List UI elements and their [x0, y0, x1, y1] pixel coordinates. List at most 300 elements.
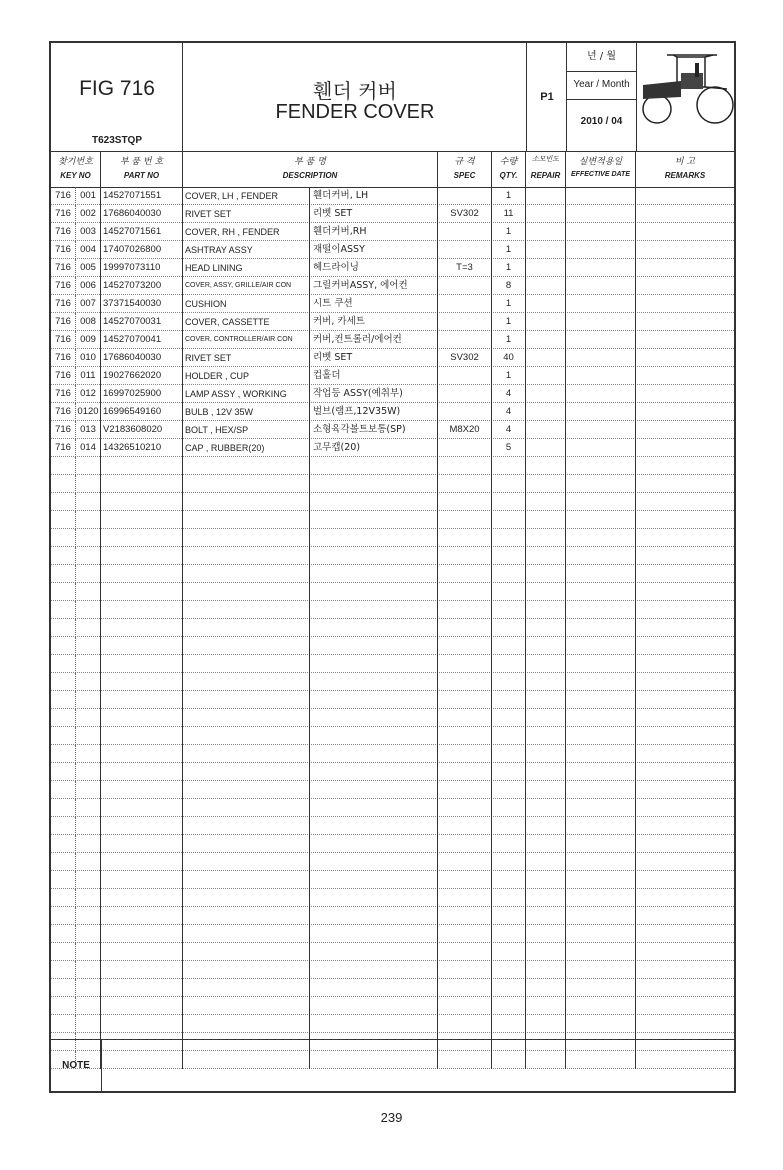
- cell-qty: [492, 997, 526, 1015]
- cell-rem: [636, 961, 734, 979]
- cell-sub: [76, 889, 101, 907]
- cell-rem: [636, 997, 734, 1015]
- col-qty: [492, 151, 526, 187]
- cell-rem: [636, 331, 734, 349]
- cell-qty: [492, 925, 526, 943]
- cell-part: 19997073110: [101, 259, 183, 277]
- cell-key: 716: [51, 259, 76, 277]
- cell-key: [51, 799, 76, 817]
- table-row: [51, 673, 734, 691]
- cell-key: [51, 979, 76, 997]
- table-row: [51, 979, 734, 997]
- cell-sub: [76, 637, 101, 655]
- cell-qty: [492, 583, 526, 601]
- cell-rem: [636, 637, 734, 655]
- cell-desc: [183, 943, 310, 961]
- cell-eff: [566, 709, 636, 727]
- cell-desc: COVER, CASSETTE: [183, 313, 310, 331]
- table-row: [51, 295, 734, 313]
- cell-qty: 1: [492, 295, 526, 313]
- cell-qty: [492, 943, 526, 961]
- cell-spec: [438, 997, 492, 1015]
- title-korean: 휀더 커버: [313, 79, 397, 103]
- cell-eff: [566, 799, 636, 817]
- table-row: [51, 385, 734, 403]
- cell-ko: [310, 1015, 438, 1033]
- cell-part: [101, 547, 183, 565]
- cell-qty: [492, 619, 526, 637]
- cell-rep: [526, 691, 566, 709]
- cell-qty: [492, 871, 526, 889]
- cell-desc: [183, 511, 310, 529]
- cell-desc: COVER, CONTROLLER/AIR CON: [183, 331, 310, 349]
- cell-part: [101, 601, 183, 619]
- cell-sub: 013: [76, 421, 101, 439]
- cell-rep: [526, 295, 566, 313]
- cell-desc: RIVET SET: [183, 349, 310, 367]
- table-row: [51, 259, 734, 277]
- cell-part: [101, 961, 183, 979]
- table-row: [51, 583, 734, 601]
- cell-spec: [438, 367, 492, 385]
- table-row: [51, 367, 734, 385]
- cell-sub: 009: [76, 331, 101, 349]
- cell-ko: [310, 943, 438, 961]
- cell-rep: [526, 529, 566, 547]
- cell-rep: [526, 943, 566, 961]
- cell-rep: [526, 385, 566, 403]
- col-effective-date: [566, 151, 636, 187]
- year-month-english: Year / Month: [567, 71, 636, 100]
- header: [51, 43, 734, 152]
- cell-eff: [566, 493, 636, 511]
- cell-rem: [636, 943, 734, 961]
- cell-desc: ASHTRAY ASSY: [183, 241, 310, 259]
- cell-eff: [566, 691, 636, 709]
- cell-ko: [310, 565, 438, 583]
- cell-part: 17686040030: [101, 205, 183, 223]
- cell-sub: [76, 727, 101, 745]
- cell-key: [51, 511, 76, 529]
- cell-eff: [566, 673, 636, 691]
- cell-ko: [310, 529, 438, 547]
- col-rem-ko: 비 고: [674, 157, 696, 167]
- cell-spec: [438, 871, 492, 889]
- cell-eff: [566, 997, 636, 1015]
- cell-desc: [183, 637, 310, 655]
- cell-ko: [310, 889, 438, 907]
- cell-ko: [310, 925, 438, 943]
- cell-rep: [526, 925, 566, 943]
- cell-desc: COVER, LH , FENDER: [183, 187, 310, 205]
- cell-spec: [438, 241, 492, 259]
- cell-eff: [566, 781, 636, 799]
- cell-eff: [566, 331, 636, 349]
- cell-eff: [566, 565, 636, 583]
- cell-spec: [438, 763, 492, 781]
- cell-qty: [492, 907, 526, 925]
- cell-part: [101, 997, 183, 1015]
- table-row: [51, 511, 734, 529]
- cell-desc: [183, 853, 310, 871]
- cell-rem: [636, 187, 734, 205]
- table-row: [51, 655, 734, 673]
- cell-key: [51, 727, 76, 745]
- cell-key: [51, 619, 76, 637]
- cell-sub: 014: [76, 439, 101, 457]
- cell-spec: [438, 583, 492, 601]
- cell-sub: [76, 691, 101, 709]
- cell-rep: [526, 331, 566, 349]
- cell-ko: [310, 835, 438, 853]
- cell-part: [101, 475, 183, 493]
- cell-sub: [76, 601, 101, 619]
- table-row: [51, 1015, 734, 1033]
- cell-qty: 4: [492, 385, 526, 403]
- cell-rem: [636, 781, 734, 799]
- note-label: NOTE: [51, 1040, 102, 1092]
- cell-rem: [636, 673, 734, 691]
- cell-part: [101, 583, 183, 601]
- cell-part: [101, 781, 183, 799]
- cell-part: [101, 637, 183, 655]
- cell-key: [51, 781, 76, 799]
- cell-eff: [566, 205, 636, 223]
- cell-eff: [566, 511, 636, 529]
- cell-key: [51, 637, 76, 655]
- cell-eff: [566, 349, 636, 367]
- cell-rep: [526, 367, 566, 385]
- cell-rep: [526, 205, 566, 223]
- parts-sheet: [49, 41, 736, 1093]
- cell-spec: SV302: [438, 205, 492, 223]
- col-remarks: [636, 151, 734, 187]
- cell-qty: [492, 493, 526, 511]
- cell-rep: [526, 997, 566, 1015]
- col-eff-ko: 실변적용일: [578, 157, 623, 167]
- col-key-en: KEY NO: [60, 171, 91, 180]
- cell-ko: [310, 781, 438, 799]
- cell-eff: [566, 547, 636, 565]
- cell-rep: [526, 709, 566, 727]
- cell-rem: [636, 295, 734, 313]
- cell-eff: [566, 403, 636, 421]
- cell-part: 19027662020: [101, 367, 183, 385]
- model-code: T623STQP: [91, 135, 143, 146]
- cell-rep: [526, 403, 566, 421]
- cell-part: [101, 565, 183, 583]
- cell-qty: 1: [492, 187, 526, 205]
- cell-qty: [492, 601, 526, 619]
- cell-ko: 재떨이ASSY: [310, 241, 438, 259]
- cell-part: [101, 925, 183, 943]
- cell-rep: [526, 871, 566, 889]
- cell-key: [51, 529, 76, 547]
- table-row: [51, 547, 734, 565]
- cell-eff: [566, 889, 636, 907]
- cell-part: [101, 889, 183, 907]
- cell-rem: [636, 547, 734, 565]
- cell-sub: 011: [76, 367, 101, 385]
- cell-rem: [636, 367, 734, 385]
- table-row: [51, 763, 734, 781]
- cell-sub: [76, 961, 101, 979]
- cell-ko: [310, 673, 438, 691]
- table-row: [51, 601, 734, 619]
- cell-qty: 5: [492, 439, 526, 457]
- cell-ko: [310, 619, 438, 637]
- table-row: [51, 835, 734, 853]
- cell-sub: [76, 655, 101, 673]
- cell-sub: [76, 907, 101, 925]
- cell-qty: [492, 799, 526, 817]
- cell-ko: 작업등 ASSY(예취부): [310, 385, 438, 403]
- cell-ko: [310, 853, 438, 871]
- table-row: [51, 961, 734, 979]
- cell-key: 716: [51, 421, 76, 439]
- cell-rem: [636, 259, 734, 277]
- cell-key: [51, 547, 76, 565]
- table-row: [51, 817, 734, 835]
- cell-key: [51, 1015, 76, 1033]
- cell-sub: [76, 925, 101, 943]
- cell-rem: [636, 475, 734, 493]
- cell-sub: [76, 943, 101, 961]
- table-row: [51, 853, 734, 871]
- col-spec-ko: 규 격: [454, 157, 475, 167]
- cell-key: 716: [51, 367, 76, 385]
- cell-eff: [566, 313, 636, 331]
- table-row: [51, 241, 734, 259]
- cell-rem: [636, 403, 734, 421]
- cell-sub: [76, 997, 101, 1015]
- cell-ko: 그릴커버ASSY, 에어컨: [310, 277, 438, 295]
- cell-ko: [310, 997, 438, 1015]
- cell-rem: [636, 601, 734, 619]
- cell-rep: [526, 583, 566, 601]
- cell-spec: [438, 979, 492, 997]
- cell-rep: [526, 655, 566, 673]
- cell-sub: [76, 583, 101, 601]
- title-english: FENDER COVER: [275, 101, 435, 123]
- cell-rep: [526, 223, 566, 241]
- cell-ko: [310, 475, 438, 493]
- col-repair-ko: 소모빈도: [531, 155, 560, 163]
- cell-spec: [438, 709, 492, 727]
- cell-sub: 006: [76, 277, 101, 295]
- cell-sub: [76, 817, 101, 835]
- cell-part: 17686040030: [101, 349, 183, 367]
- cell-eff: [566, 223, 636, 241]
- cell-qty: [492, 547, 526, 565]
- table-row: [51, 529, 734, 547]
- cell-desc: RIVET SET: [183, 205, 310, 223]
- cell-desc: [183, 529, 310, 547]
- table-row: [51, 331, 734, 349]
- cell-sub: 004: [76, 241, 101, 259]
- cell-eff: [566, 1015, 636, 1033]
- cell-key: [51, 997, 76, 1015]
- cell-rep: [526, 493, 566, 511]
- cell-part: [101, 619, 183, 637]
- col-spec: [438, 151, 492, 187]
- cell-desc: CAP , RUBBER(20): [183, 439, 310, 457]
- cell-ko: [310, 691, 438, 709]
- table-row: [51, 871, 734, 889]
- cell-rem: [636, 979, 734, 997]
- cell-desc: [183, 799, 310, 817]
- col-part-ko: 부 품 번 호: [119, 157, 164, 167]
- cell-ko: [310, 871, 438, 889]
- cell-sub: [76, 763, 101, 781]
- cell-spec: [438, 1015, 492, 1033]
- cell-spec: [438, 655, 492, 673]
- cell-desc: [183, 745, 310, 763]
- cell-key: 716: [51, 205, 76, 223]
- cell-sub: [76, 493, 101, 511]
- cell-ko: [310, 601, 438, 619]
- cell-ko: [310, 583, 438, 601]
- cell-ko: 리벳 SET: [310, 349, 438, 367]
- cell-part: 14527071551: [101, 187, 183, 205]
- table-row: [51, 439, 734, 457]
- cell-eff: [566, 601, 636, 619]
- cell-qty: 1: [492, 259, 526, 277]
- cell-eff: [566, 421, 636, 439]
- cell-eff: [566, 871, 636, 889]
- cell-part: [101, 691, 183, 709]
- cell-sub: [76, 745, 101, 763]
- cell-spec: [438, 781, 492, 799]
- cell-eff: [566, 295, 636, 313]
- cell-rem: [636, 511, 734, 529]
- cell-eff: [566, 637, 636, 655]
- cell-eff: [566, 457, 636, 475]
- cell-desc: [183, 763, 310, 781]
- cell-qty: 1: [492, 241, 526, 259]
- cell-rep: [526, 277, 566, 295]
- cell-qty: [492, 727, 526, 745]
- cell-desc: [183, 727, 310, 745]
- cell-sub: [76, 979, 101, 997]
- cell-rem: [636, 709, 734, 727]
- cell-key: [51, 853, 76, 871]
- cell-part: [101, 763, 183, 781]
- cell-eff: [566, 907, 636, 925]
- cell-qty: 4: [492, 421, 526, 439]
- cell-qty: [492, 835, 526, 853]
- cell-ko: [310, 709, 438, 727]
- cell-spec: [438, 475, 492, 493]
- cell-key: [51, 745, 76, 763]
- cell-eff: [566, 727, 636, 745]
- table-row: [51, 457, 734, 475]
- cell-part: [101, 799, 183, 817]
- cell-rep: [526, 439, 566, 457]
- cell-sub: [76, 835, 101, 853]
- cell-spec: [438, 493, 492, 511]
- cell-key: [51, 709, 76, 727]
- cell-sub: 010: [76, 349, 101, 367]
- cell-key: [51, 943, 76, 961]
- cell-key: [51, 601, 76, 619]
- cell-key: 716: [51, 313, 76, 331]
- cell-key: [51, 565, 76, 583]
- cell-key: [51, 835, 76, 853]
- table-row: [51, 943, 734, 961]
- cell-part: [101, 511, 183, 529]
- cell-qty: [492, 709, 526, 727]
- table-row: [51, 781, 734, 799]
- cell-key: [51, 961, 76, 979]
- cell-ko: 커버,컨트롤러/에어컨: [310, 331, 438, 349]
- cell-spec: [438, 943, 492, 961]
- cell-sub: [76, 457, 101, 475]
- cell-rep: [526, 421, 566, 439]
- cell-sub: [76, 529, 101, 547]
- cell-rep: [526, 979, 566, 997]
- cell-part: [101, 655, 183, 673]
- cell-rem: [636, 799, 734, 817]
- cell-rem: [636, 619, 734, 637]
- cell-eff: [566, 853, 636, 871]
- cell-part: [101, 493, 183, 511]
- cell-spec: [438, 439, 492, 457]
- table-row: [51, 637, 734, 655]
- cell-rem: [636, 835, 734, 853]
- cell-rem: [636, 1015, 734, 1033]
- cell-eff: [566, 943, 636, 961]
- cell-part: [101, 727, 183, 745]
- cell-rep: [526, 889, 566, 907]
- cell-sub: [76, 853, 101, 871]
- table-row: [51, 727, 734, 745]
- cell-rem: [636, 439, 734, 457]
- cell-rem: [636, 853, 734, 871]
- cell-ko: [310, 799, 438, 817]
- cell-key: [51, 673, 76, 691]
- tractor-icon: [637, 43, 734, 151]
- page-code: P1: [540, 91, 554, 103]
- cell-desc: LAMP ASSY , WORKING: [183, 385, 310, 403]
- cell-rem: [636, 529, 734, 547]
- cell-key: 716: [51, 385, 76, 403]
- cell-qty: [492, 565, 526, 583]
- cell-spec: [438, 835, 492, 853]
- cell-qty: [492, 817, 526, 835]
- cell-sub: [76, 619, 101, 637]
- cell-qty: [492, 637, 526, 655]
- cell-part: 14527070041: [101, 331, 183, 349]
- cell-rem: [636, 889, 734, 907]
- cell-sub: [76, 871, 101, 889]
- cell-spec: [438, 223, 492, 241]
- cell-spec: [438, 565, 492, 583]
- cell-qty: [492, 745, 526, 763]
- cell-key: [51, 817, 76, 835]
- cell-qty: [492, 961, 526, 979]
- cell-part: [101, 529, 183, 547]
- cell-ko: [310, 961, 438, 979]
- cell-desc: [183, 655, 310, 673]
- table-row: [51, 889, 734, 907]
- cell-rem: [636, 565, 734, 583]
- col-key-ko: 찾기번호: [58, 157, 93, 167]
- table-row: [51, 313, 734, 331]
- cell-sub: 007: [76, 295, 101, 313]
- cell-rem: [636, 583, 734, 601]
- cell-qty: [492, 979, 526, 997]
